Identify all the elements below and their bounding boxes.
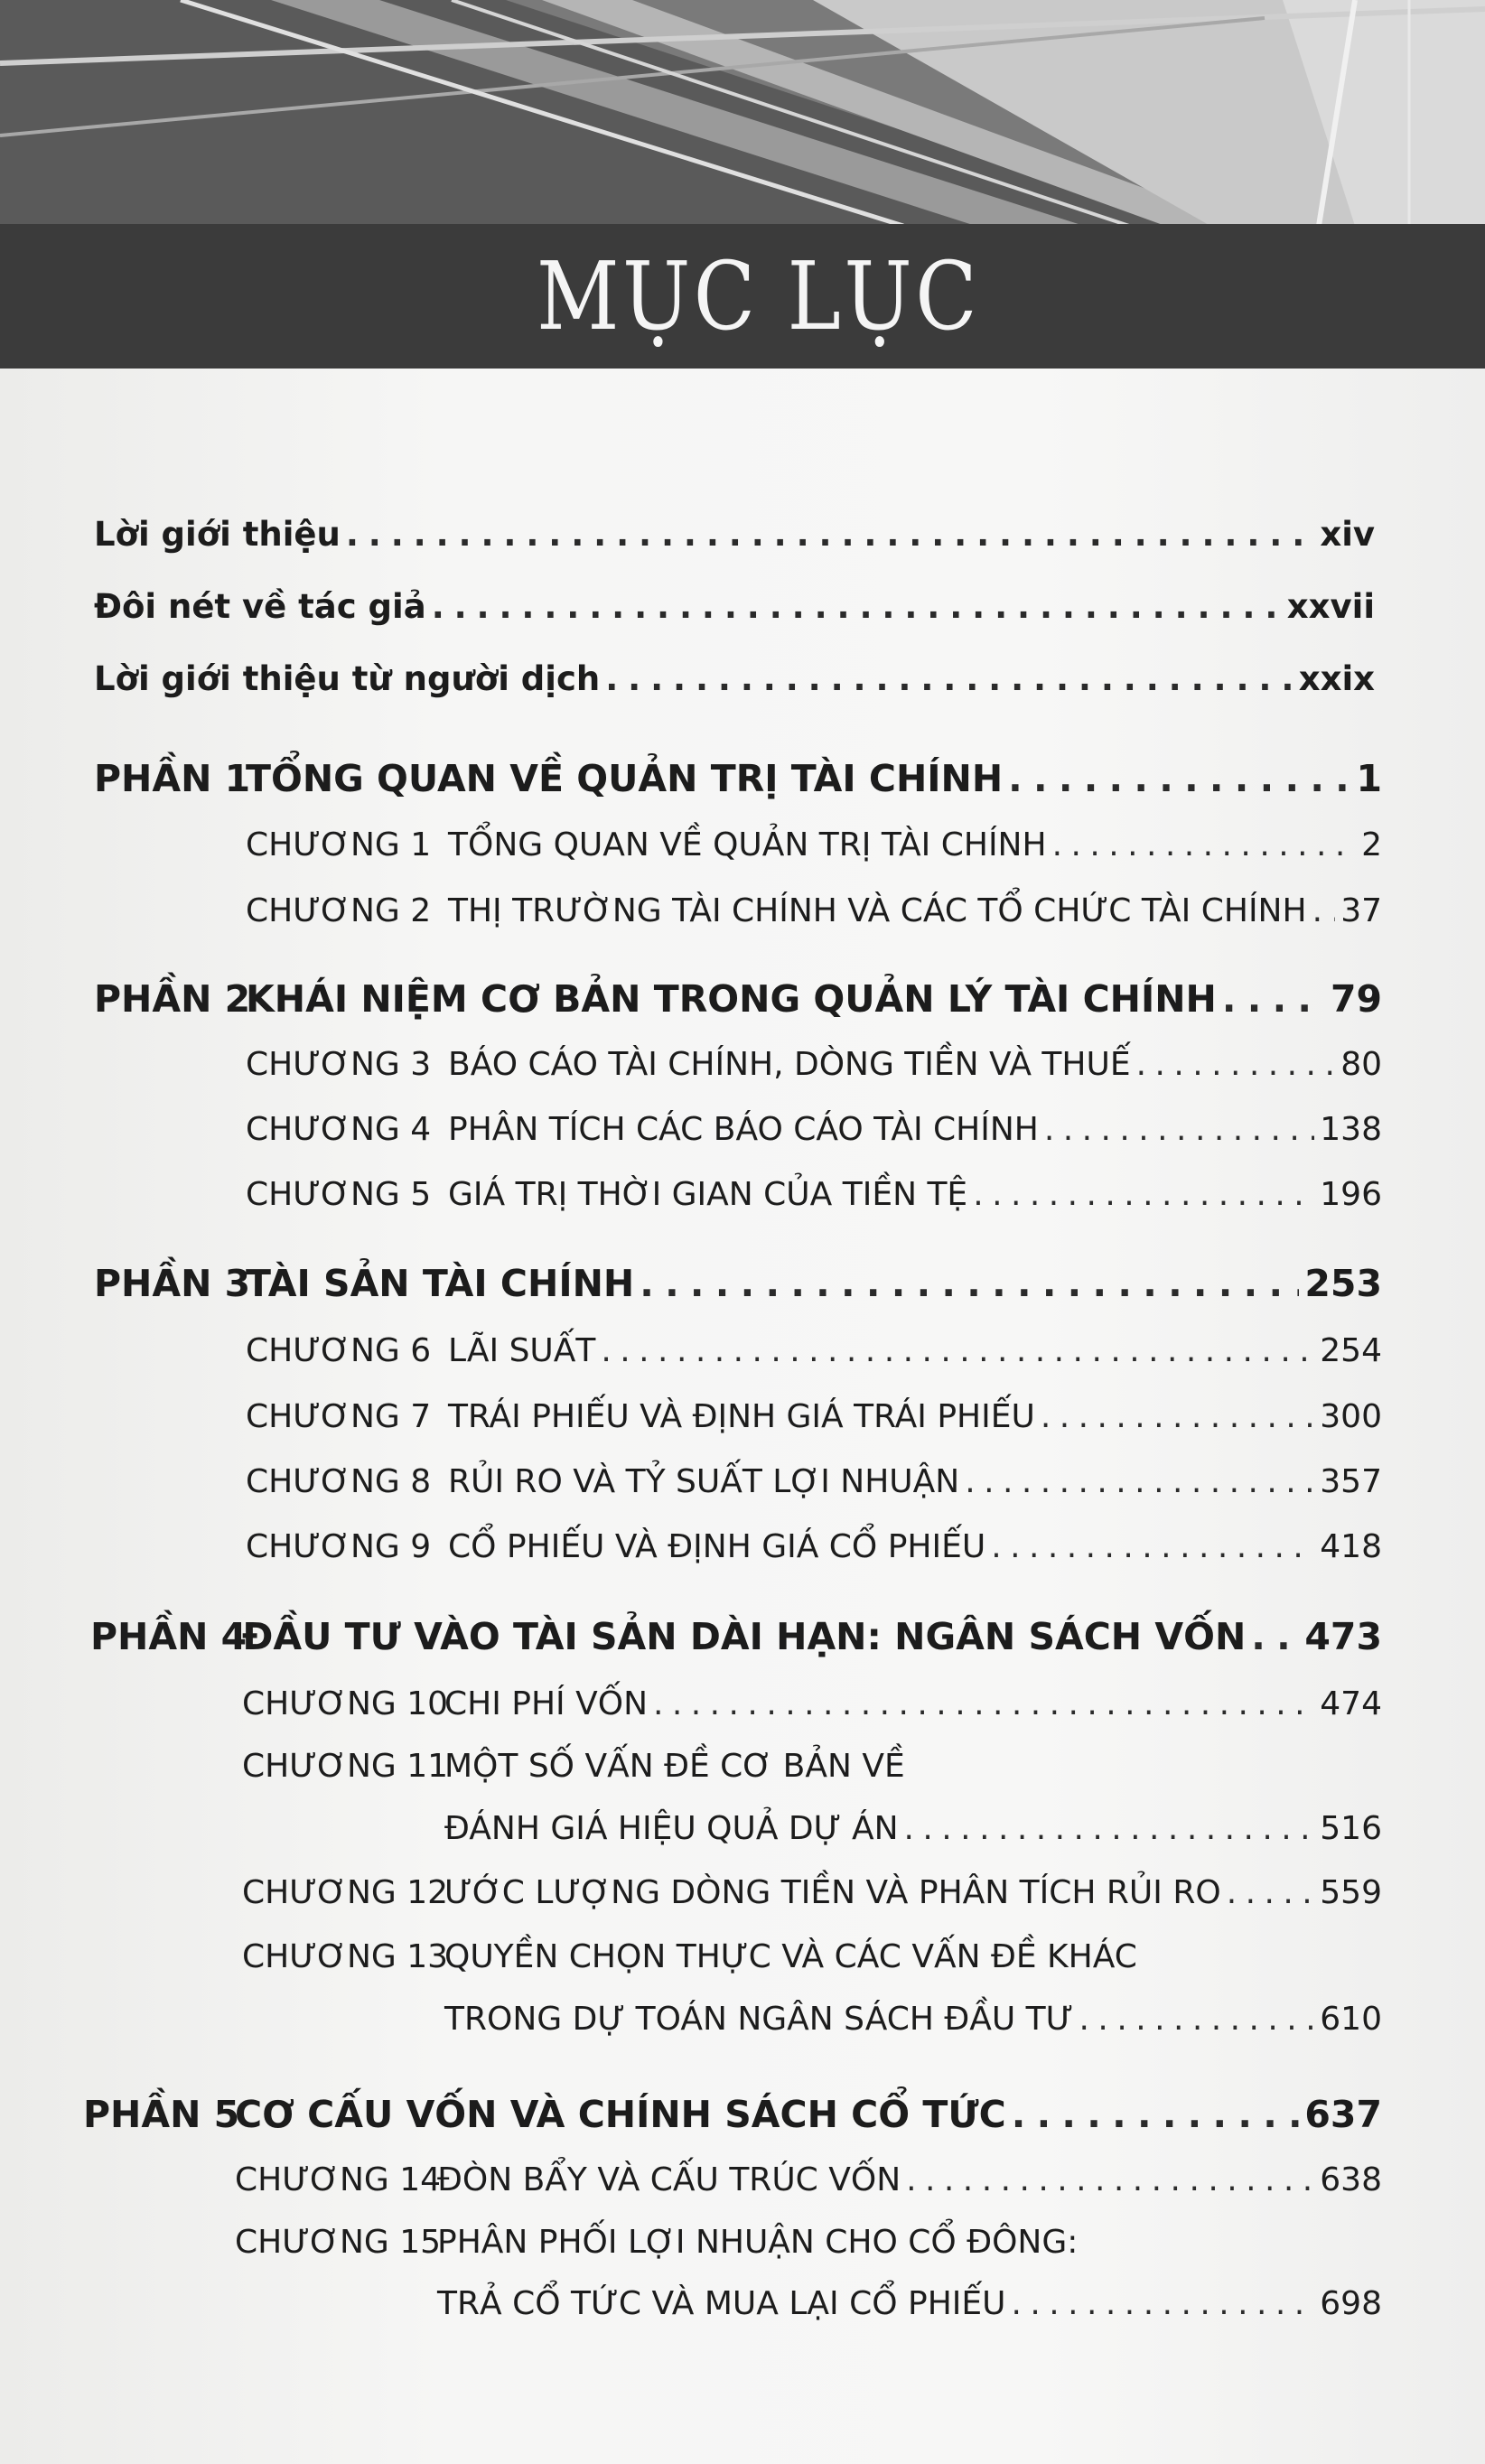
part-title: TỔNG QUAN VỀ QUẢN TRỊ TÀI CHÍNH	[246, 757, 1004, 800]
chapter-entry	[242, 1748, 1382, 1785]
chapter-title: BÁO CÁO TÀI CHÍNH, DÒNG TIỀN VÀ THUẾ	[448, 1046, 1131, 1083]
dot-leader	[601, 1332, 1314, 1369]
intro-title: Lời giới thiệu từ người dịch	[94, 659, 601, 698]
dot-leader	[1052, 826, 1357, 863]
part-entry	[83, 2093, 1382, 2136]
dot-leader	[1251, 1615, 1299, 1658]
page-number: 253	[1304, 1262, 1382, 1305]
chapter-entry	[246, 1463, 1382, 1500]
page-number: 418	[1320, 1528, 1382, 1565]
page-number: xiv	[1320, 515, 1375, 554]
dot-leader	[1227, 1874, 1315, 1911]
chapter-label: CHƯƠNG 3	[246, 1046, 432, 1083]
chapter-title: PHÂN TÍCH CÁC BÁO CÁO TÀI CHÍNH	[448, 1111, 1039, 1148]
intro-entry	[94, 515, 1375, 554]
chapter-label: CHƯƠNG 15	[235, 2224, 442, 2261]
dot-leader	[1012, 2093, 1300, 2136]
intro-entry	[94, 659, 1375, 698]
chapter-entry	[246, 826, 1382, 863]
part-label: PHẦN 5	[83, 2093, 240, 2136]
part-label: PHẦN 4	[90, 1615, 248, 1658]
part-title: TÀI SẢN TÀI CHÍNH	[246, 1262, 635, 1305]
chapter-label: CHƯƠNG 14	[235, 2161, 442, 2198]
chapter-label: CHƯƠNG 2	[246, 892, 432, 929]
part-entry	[90, 1615, 1382, 1658]
page-number: 254	[1320, 1332, 1382, 1369]
chapter-title: QUYỀN CHỌN THỰC VÀ CÁC VẤN ĐỀ KHÁC	[444, 1938, 1137, 1975]
page-number: 638	[1320, 2161, 1382, 2198]
chapter-title: TỔNG QUAN VỀ QUẢN TRỊ TÀI CHÍNH	[448, 826, 1047, 863]
page-number: 559	[1320, 1874, 1382, 1911]
part-title: ĐẦU TƯ VÀO TÀI SẢN DÀI HẠN: NGÂN SÁCH VỐN	[242, 1615, 1247, 1658]
chapter-title: PHÂN PHỐI LỢI NHUẬN CHO CỔ ĐÔNG:	[437, 2224, 1079, 2261]
chapter-entry	[246, 1398, 1382, 1435]
chapter-entry	[235, 2161, 1382, 2198]
part-label: PHẦN 1	[94, 757, 251, 800]
chapter-title: CHI PHÍ VỐN	[444, 1685, 648, 1722]
dot-leader	[653, 1685, 1314, 1722]
page-number: 79	[1330, 977, 1382, 1021]
page-number: 473	[1304, 1615, 1382, 1658]
chapter-entry	[242, 1938, 1382, 1975]
chapter-title: GIÁ TRỊ THỜI GIAN CỦA TIỀN TỆ	[448, 1176, 968, 1213]
chapter-entry-continued	[242, 1810, 1382, 1847]
chapter-label: CHƯƠNG 12	[242, 1874, 449, 1911]
chapter-label: CHƯƠNG 11	[242, 1748, 449, 1785]
chapter-title: RỦI RO VÀ TỶ SUẤT LỢI NHUẬN	[448, 1463, 960, 1500]
chapter-entry-continued	[235, 2285, 1382, 2322]
part-entry	[94, 1262, 1382, 1305]
page-number: 637	[1304, 2093, 1382, 2136]
chapter-label: CHƯƠNG 7	[246, 1398, 432, 1435]
dot-leader	[605, 659, 1293, 698]
chapter-label: CHƯƠNG 13	[242, 1938, 449, 1975]
page-number: 474	[1320, 1685, 1382, 1722]
chapter-label: CHƯƠNG 5	[246, 1176, 432, 1213]
dot-leader	[1079, 2001, 1315, 2038]
page-number: xxix	[1298, 659, 1375, 698]
dot-leader	[965, 1463, 1314, 1500]
page-number: 357	[1320, 1463, 1382, 1500]
page-number: 300	[1320, 1398, 1382, 1435]
page-number: 196	[1320, 1176, 1382, 1213]
page-number: 698	[1320, 2285, 1382, 2322]
chapter-entry	[246, 1528, 1382, 1565]
chapter-entry	[246, 1111, 1382, 1148]
page-number: 138	[1320, 1111, 1382, 1148]
chapter-title: ĐÒN BẨY VÀ CẤU TRÚC VỐN	[437, 2161, 901, 2198]
dot-leader	[432, 587, 1282, 626]
page-number: 1	[1356, 757, 1382, 800]
page-title: MỤC LỤC	[537, 241, 981, 351]
part-entry	[94, 977, 1382, 1021]
chapter-label: CHƯƠNG 9	[246, 1528, 432, 1565]
dot-leader	[346, 515, 1314, 554]
chapter-entry-continued	[242, 2001, 1382, 2038]
chapter-entry	[242, 1874, 1382, 1911]
chapter-entry	[246, 1046, 1382, 1083]
chapter-title: MỘT SỐ VẤN ĐỀ CƠ BẢN VỀ	[444, 1748, 905, 1785]
chapter-title-continued: TRẢ CỔ TỨC VÀ MUA LẠI CỔ PHIẾU	[437, 2285, 1006, 2322]
chapter-label: CHƯƠNG 1	[246, 826, 432, 863]
dot-leader	[1136, 1046, 1336, 1083]
page-number: 80	[1340, 1046, 1382, 1083]
dot-leader	[1008, 757, 1350, 800]
dot-leader	[1041, 1398, 1314, 1435]
chapter-label: CHƯƠNG 8	[246, 1463, 432, 1500]
dot-leader	[906, 2161, 1314, 2198]
intro-title: Lời giới thiệu	[94, 515, 341, 554]
dot-leader	[973, 1176, 1314, 1213]
chapter-title-continued: TRONG DỰ TOÁN NGÂN SÁCH ĐẦU TƯ	[444, 2001, 1074, 2038]
part-entry	[94, 757, 1382, 800]
chapter-title-continued: ĐÁNH GIÁ HIỆU QUẢ DỰ ÁN	[444, 1810, 899, 1847]
chapter-title: LÃI SUẤT	[448, 1332, 596, 1369]
dot-leader	[1312, 892, 1336, 929]
intro-title: Đôi nét về tác giả	[94, 587, 426, 626]
part-title: KHÁI NIỆM CƠ BẢN TRONG QUẢN LÝ TÀI CHÍNH	[246, 977, 1217, 1021]
dot-leader	[904, 1810, 1315, 1847]
dot-leader	[1044, 1111, 1314, 1148]
page-number: 2	[1361, 826, 1382, 863]
part-label: PHẦN 3	[94, 1262, 251, 1305]
page-number: 516	[1320, 1810, 1382, 1847]
chapter-label: CHƯƠNG 10	[242, 1685, 449, 1722]
chapter-title: THỊ TRƯỜNG TÀI CHÍNH VÀ CÁC TỔ CHỨC TÀI CHÍNH	[448, 892, 1307, 929]
dot-leader	[1222, 977, 1325, 1021]
part-label: PHẦN 2	[94, 977, 251, 1021]
chapter-entry	[246, 1332, 1382, 1369]
page-number: 610	[1320, 2001, 1382, 2038]
dot-leader	[640, 1262, 1299, 1305]
part-title: CƠ CẤU VỐN VÀ CHÍNH SÁCH CỔ TỨC	[235, 2093, 1006, 2136]
chapter-entry	[246, 892, 1382, 929]
chapter-title: TRÁI PHIẾU VÀ ĐỊNH GIÁ TRÁI PHIẾU	[448, 1398, 1035, 1435]
dot-leader	[991, 1528, 1314, 1565]
intro-entry	[94, 587, 1375, 626]
chapter-label: CHƯƠNG 4	[246, 1111, 432, 1148]
chapter-title: ƯỚC LƯỢNG DÒNG TIỀN VÀ PHÂN TÍCH RỦI RO	[444, 1874, 1221, 1911]
page-number: xxvii	[1286, 587, 1375, 626]
chapter-title: CỔ PHIẾU VÀ ĐỊNH GIÁ CỔ PHIẾU	[448, 1528, 986, 1565]
chapter-entry	[235, 2224, 1382, 2261]
page-number: 37	[1340, 892, 1382, 929]
chapter-entry	[246, 1176, 1382, 1213]
chapter-entry	[242, 1685, 1382, 1722]
chapter-label: CHƯƠNG 6	[246, 1332, 432, 1369]
dot-leader	[1011, 2285, 1314, 2322]
